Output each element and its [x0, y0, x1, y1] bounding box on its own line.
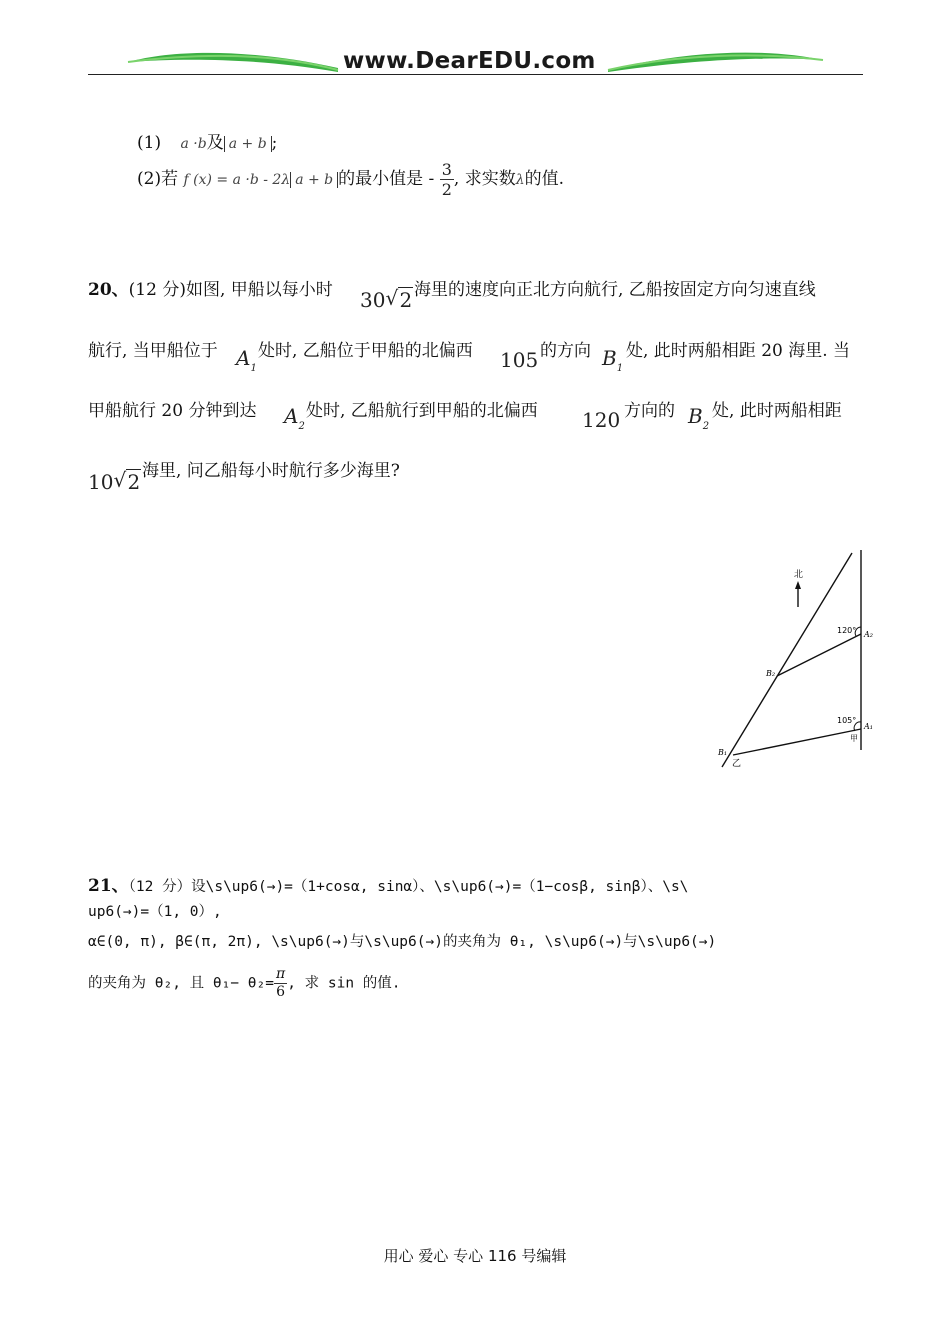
- point-B1: $B_1$: [602, 346, 624, 374]
- text: （12 分）设\s\up6(→)=（1+cosα, sinα）、\s\up6(→)=（1−cosβ, sinβ）、\s\: [128, 879, 689, 895]
- text: 的值.: [524, 169, 564, 190]
- text: , 求实数: [453, 169, 516, 190]
- part-label: (1): [137, 133, 162, 153]
- text: 处, 此时两船相距: [712, 401, 842, 421]
- text: 处时, 乙船航行到甲船的北偏西: [306, 401, 538, 421]
- q21-line2: up6(→)=（1, 0）,: [88, 904, 222, 920]
- text: 海里, 问乙船每小时航行多少海里?: [142, 461, 400, 481]
- lambda: λ: [515, 172, 525, 189]
- angle-120: 120: [582, 408, 621, 432]
- text: 的最小值是 -: [338, 169, 435, 190]
- label-120: 120°: [837, 626, 857, 635]
- point-A2: $A_2$: [284, 404, 305, 432]
- page-footer: 用心 爱心 专心 116 号编辑: [383, 1247, 567, 1265]
- fraction: $\frac{\pi}{6}$: [276, 966, 286, 1000]
- math-expr: f (x) = a ·b - 2λ: [183, 172, 291, 189]
- q19-part1: [137, 128, 277, 153]
- text: 的方向: [540, 341, 591, 361]
- part-label: (2)若: [137, 169, 179, 190]
- text: 及: [206, 133, 224, 153]
- text: 海里的速度向正北方向航行, 乙船按固定方向匀速直线: [414, 280, 816, 300]
- question-number: 20、: [88, 280, 129, 300]
- point-B2: $B_2$: [688, 404, 710, 432]
- question-number: 21、: [88, 876, 129, 896]
- label-105: 105°: [837, 716, 857, 725]
- text: 的夹角为 θ₂, 且 θ₁− θ₂=: [88, 975, 274, 992]
- q19-part2: [137, 160, 564, 199]
- text: 处, 此时两船相距 20 海里. 当: [626, 341, 851, 361]
- point-A1: $A_1$: [236, 346, 257, 374]
- distance-expr: 10√ 2: [88, 470, 141, 494]
- q21-line4: [88, 966, 401, 1001]
- math-expr: a ·b: [180, 136, 207, 152]
- text: 方向的: [624, 401, 675, 421]
- text: ;: [271, 133, 278, 153]
- fraction: $\frac{3}{2}$: [441, 160, 452, 200]
- label-A1: A₁: [864, 722, 873, 731]
- abs-expr: a + b: [224, 136, 272, 152]
- site-name: www.DearEDU.com: [343, 48, 596, 74]
- label-north: 北: [794, 570, 804, 580]
- q20-line1: [88, 275, 333, 300]
- label-B1: B₁: [718, 748, 728, 757]
- angle-105: 105: [500, 348, 539, 372]
- text: 处时, 乙船位于甲船的北偏西: [258, 341, 473, 361]
- text: 航行, 当甲船位于: [88, 341, 218, 361]
- speed-expr: 30√ 2: [360, 288, 413, 312]
- text: 如图, 甲船以每小时: [185, 280, 333, 300]
- q21-line3: α∈(0, π), β∈(π, 2π), \s\up6(→)与\s\up6(→)的夹角为 θ₁, \s\up6(→)与\s\up6(→): [88, 934, 717, 950]
- label-yi: 乙: [732, 759, 742, 769]
- ship-diagram: [700, 545, 880, 775]
- label-A2: A₂: [864, 630, 873, 639]
- header-rule: [88, 74, 863, 75]
- north-arrowhead: [795, 581, 801, 589]
- q21-line1: [88, 871, 688, 896]
- points: (12 分): [128, 280, 186, 300]
- label-jia: 甲: [850, 734, 858, 743]
- label-B2: B₂: [766, 669, 776, 678]
- text: 甲船航行 20 分钟到达: [88, 401, 257, 421]
- abs-expr: a + b: [290, 172, 338, 188]
- text: , 求 sin 的值.: [287, 975, 401, 992]
- segment-A1-B1: [733, 729, 861, 755]
